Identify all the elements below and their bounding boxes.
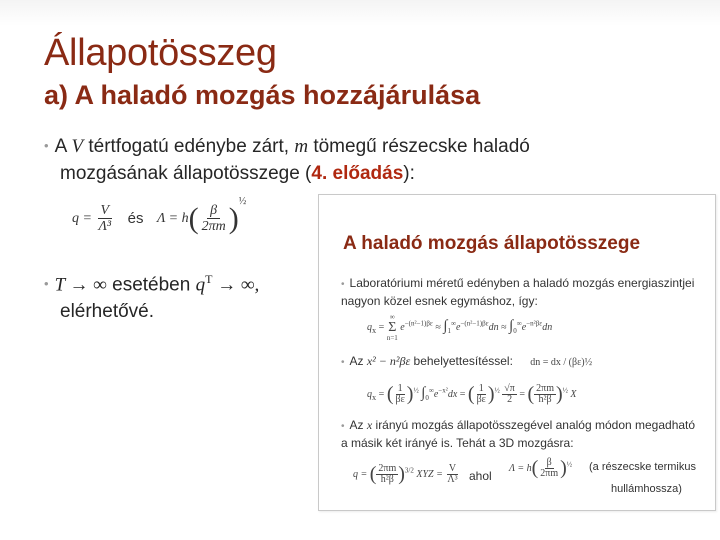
- embedded-slide-box: [318, 194, 716, 511]
- top-bar: [0, 0, 720, 26]
- box-bullet-2-post: behelyettesítéssel:: [410, 354, 513, 368]
- bullet-1-var-v: V: [71, 136, 84, 157]
- box-bullet-2-pre: Az: [349, 354, 367, 368]
- eq2-int-bot: 0: [425, 393, 429, 402]
- bullet-dot: •: [341, 421, 345, 432]
- formula-q-lhs: q =: [72, 210, 92, 226]
- bullet-2-limit: T → ∞: [54, 274, 107, 296]
- bullet-1-text-b: tértfogatú edénybe zárt,: [83, 136, 295, 157]
- bullet-dot: •: [44, 276, 49, 292]
- paren-open: (: [188, 201, 199, 235]
- eq1-int2-top: ∞: [516, 319, 522, 328]
- eq2-mid-den: βε: [476, 394, 486, 405]
- box-bullet-3-var: x: [366, 418, 373, 432]
- slide-title: Állapotösszeg: [44, 32, 277, 74]
- bullet-1: [44, 134, 530, 187]
- equation-qx-sum: $q_x$ = ∞ Σ n=1 $e^{-(n^2-1)\beta\varepsilon} \approx \int_1^\infty e^{-(n^2-1)\beta\varepsilon}dn \approx \int_0^\infty e^{-n^2\beta\varepsilon}dn$: [367, 313, 553, 342]
- eq1-lhs: q: [367, 321, 372, 333]
- eq1-lhs-sub: x: [372, 325, 377, 335]
- formula-lambda-den: 2πm: [201, 218, 226, 234]
- box-bullet-2-var: x² − n²βε: [366, 354, 411, 368]
- box-bullet-1-text: Laboratóriumi méretű edényben a haladó mozgás energiaszintjei nagyon közel esnek egymáshoz, így:: [341, 276, 695, 308]
- bullet-2-line-2: elérhetővé.: [60, 301, 155, 323]
- lambda-num: β: [546, 457, 552, 468]
- box-bullet-3: [341, 417, 703, 451]
- eq1-e3: e: [521, 321, 527, 333]
- lambda-exp: ½: [566, 460, 573, 469]
- bullet-1-text-a: A: [54, 136, 72, 157]
- equation-qx-gauss: $q_x$ = ( $\frac{1}{\beta\varepsilon}$ )$^{\frac{1}{2}}$ $\int_0^\infty e^{-x^2}dx$ = ( $\frac{1}{\beta\varepsilon}$ )$^{\frac{1}{2}}$ $\frac{√\pi}{2}$ = ( $\frac{2\pi m}{\text{h²β}}$ )$^{\frac{1}{2}}$ X: [367, 383, 577, 405]
- formula-lambda-fraction: [199, 204, 229, 234]
- eq3-exp: 3/2: [404, 466, 414, 475]
- slide-subtitle: a) A haladó mozgás hozzájárulása: [44, 80, 481, 110]
- eq2-rhs-den: h²β: [538, 394, 552, 405]
- eq1-dn2: dn: [542, 321, 553, 333]
- eq2-ex: −x²: [438, 386, 448, 395]
- box-bullet-3-pre: Az: [349, 418, 367, 432]
- eq2-frac-num: 1: [397, 383, 403, 394]
- eq1-sum-bot: n=1: [386, 334, 398, 342]
- eq1-exp2: −(n²−1)βε: [460, 319, 489, 328]
- eq2-rhs-exp: ½: [562, 386, 568, 395]
- eq1-dn: dn: [488, 321, 499, 333]
- eq2-mid-exp: ½: [494, 386, 500, 395]
- eq3-v: V: [448, 463, 457, 474]
- bullet-1-var-m: m: [294, 136, 309, 157]
- eq2-dx: dx: [447, 388, 458, 400]
- eq2-int-top: ∞: [428, 386, 434, 395]
- bullet-dot: •: [44, 138, 49, 153]
- bullet-1-text-c: tömegű részecske haladó: [308, 136, 530, 157]
- bullet-2-post: → ∞,: [212, 274, 260, 296]
- eq1-sum-top: ∞: [389, 313, 395, 321]
- formula-q-den: Λ³: [98, 218, 112, 234]
- box-bullet-1: [341, 275, 701, 309]
- eq1-exp3: −n²βε: [526, 319, 543, 328]
- eq1-int-bot: 1: [447, 326, 451, 335]
- paren-close: ): [228, 201, 239, 235]
- eq2-X: X: [570, 388, 577, 400]
- eq3-den: h²β: [380, 474, 394, 485]
- formula-q-num: V: [98, 204, 113, 219]
- box-bullet-3-post: irányú mozgás állapotösszegével analóg módon megadható a másik két irányé is. Tehát a 3D mozgásra:: [341, 418, 696, 450]
- bullet-1-line-2-end: ):: [403, 163, 415, 184]
- eq2-two: 2: [507, 394, 513, 405]
- eq2-lhs: q: [367, 388, 372, 400]
- formula-lambda-exp: ½: [238, 196, 247, 207]
- eq1-int-top: ∞: [451, 319, 456, 328]
- lambda-lhs: Λ = h: [509, 462, 532, 474]
- eq2-rhs-num: 2πm: [536, 383, 554, 394]
- eq2-frac-den: βε: [395, 394, 405, 405]
- eq2-e: e: [433, 388, 439, 400]
- eq2-exp: ½: [413, 386, 419, 395]
- equation-lambda: Λ = h( $\frac{\beta}{2\pi m}$ )$^{\frac{1}{2}}$: [509, 457, 573, 479]
- note-line-1: (a részecske termikus: [589, 461, 696, 473]
- eq3-l3: Λ³: [447, 474, 458, 485]
- formula-lambda-num: β: [207, 204, 220, 219]
- ahol-label: ahol: [469, 469, 492, 483]
- eq2-mid-num: 1: [478, 383, 484, 394]
- bullet-2-q-sup: T: [205, 272, 213, 286]
- bullet-1-line-2: mozgásának állapotösszege (: [60, 163, 312, 184]
- bullet-dot: •: [341, 279, 345, 290]
- bullet-dot: •: [341, 357, 345, 368]
- eq1-e1: e: [400, 321, 405, 333]
- lambda-den: 2πm: [540, 468, 559, 479]
- box-bullet-2: [341, 353, 701, 371]
- eq3-num: 2πm: [378, 463, 397, 474]
- equation-q-3d: q = ( $\frac{2\pi m}{\text{h²β}}$ )$^{3/2}$ XYZ = $\frac{V}{\text{Λ³}}$: [353, 463, 458, 485]
- formula-q-fraction: [95, 204, 114, 234]
- eq1-exp1: −(n²−1)βε: [404, 319, 433, 328]
- box-title: A haladó mozgás állapotösszege: [343, 233, 641, 254]
- eq2-lhs-sub: x: [372, 392, 377, 402]
- note-line-2: hullámhossza): [611, 483, 682, 495]
- eq1-int2-bot: 0: [513, 326, 517, 335]
- eq3-xyz: XYZ =: [416, 468, 443, 480]
- substitution-dn: dn = dx / (βε)½: [530, 357, 593, 368]
- formula-q-lambda: [72, 196, 246, 240]
- eq1-e2: e: [456, 321, 461, 333]
- formula-connector: és: [127, 210, 144, 228]
- eq2-sqrt-pi: √π: [504, 383, 515, 394]
- bullet-2-q: q: [195, 274, 206, 296]
- bullet-2-text: esetében: [106, 274, 196, 296]
- bullet-2: [44, 266, 259, 325]
- eq1-sum: ∞ Σ n=1: [386, 313, 398, 342]
- eq3-lhs: q =: [353, 468, 368, 480]
- lecture-reference: 4. előadás: [311, 163, 404, 184]
- formula-lambda-lhs: Λ = h: [156, 210, 189, 226]
